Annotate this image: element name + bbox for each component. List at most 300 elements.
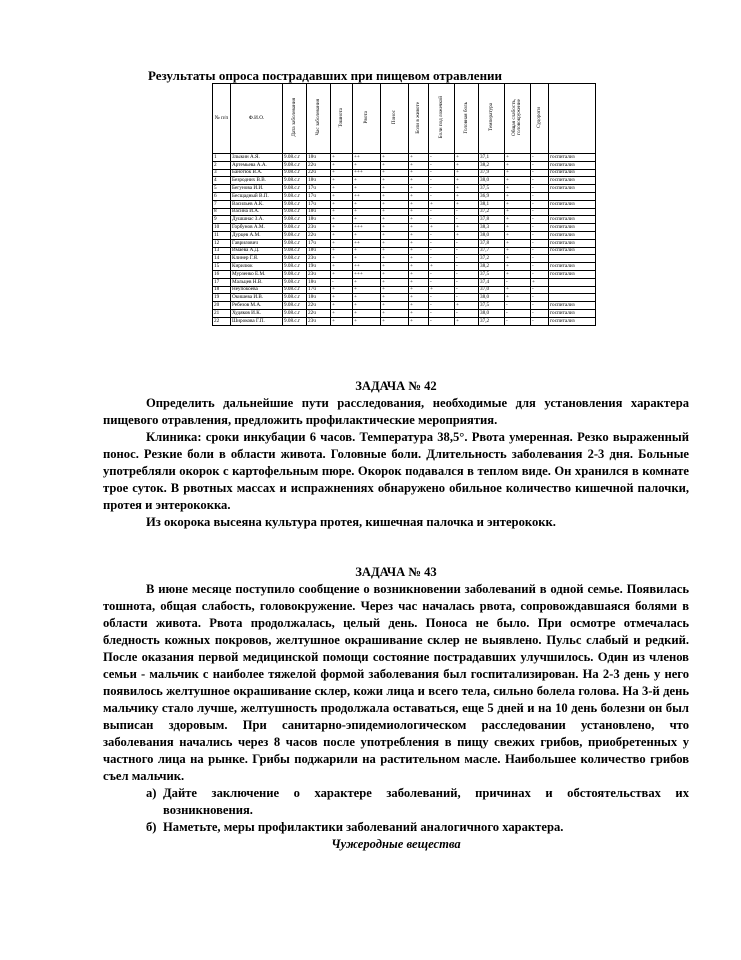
table-cell: + [353, 185, 381, 193]
table-cell: 17ч [307, 286, 331, 294]
table-row [213, 161, 596, 169]
table-cell: + [505, 294, 531, 302]
header-cell [307, 84, 331, 154]
table-cell: 38,3 [479, 224, 505, 232]
table-cell: + [409, 255, 429, 263]
table-row [213, 192, 596, 200]
table-cell: + [381, 216, 409, 224]
table-cell: 18ч [307, 278, 331, 286]
table-cell: госпитализ [549, 169, 596, 177]
table-cell: 9.08.с.г [283, 247, 307, 255]
table-cell [549, 286, 596, 294]
table-cell: 9.08.с.г [283, 185, 307, 193]
header-cell [549, 84, 596, 154]
table-cell: - [531, 302, 549, 310]
table-cell: + [455, 185, 479, 193]
header-cell [381, 84, 409, 154]
table-cell: + [409, 154, 429, 162]
table-cell: 23ч [307, 224, 331, 232]
table-cell: 36,9 [479, 192, 505, 200]
table-row [213, 169, 596, 177]
table-cell: 37,5 [479, 185, 505, 193]
table-cell: - [429, 294, 455, 302]
table-cell: 13 [213, 247, 231, 255]
table-cell: госпитализ [549, 177, 596, 185]
table-cell: + [381, 270, 409, 278]
table-cell: + [381, 278, 409, 286]
table-cell: + [505, 208, 531, 216]
table-cell: - [331, 278, 353, 286]
table-cell: - [531, 161, 549, 169]
table-cell: + [409, 216, 429, 224]
task-42-paragraph-2: Клиника: сроки инкубации 6 часов. Температура 38,5°. Рвота умеренная. Резко выраженный понос. Резкие боли в области живота. Головные боли. Длительность заболевания 2-3 дня. Больные употребляли окорок с картофельным пюре. Окорок подавался в теплом виде. Он хранился в комнате трое суток. В рвотных массах и испражнениях обнаружено обильное количество кишечной палочки, протея и энтерококка. [103, 430, 689, 512]
table-row [213, 154, 596, 162]
table-cell: + [381, 208, 409, 216]
table-cell: Васина И.А. [231, 208, 283, 216]
table-cell: + [353, 200, 381, 208]
table-cell: + [381, 185, 409, 193]
table-cell: - [531, 224, 549, 232]
table-cell: 18ч [307, 208, 331, 216]
task-42 [103, 378, 689, 531]
table-cell: 9.08.с.г [283, 169, 307, 177]
table-cell: + [429, 224, 455, 232]
table-cell: + [331, 169, 353, 177]
table-cell: - [531, 208, 549, 216]
table-cell: + [505, 239, 531, 247]
header-label: Боли в животе [414, 101, 421, 134]
table-cell: + [409, 317, 429, 325]
table-cell: - [531, 177, 549, 185]
table-cell: ++ [353, 154, 381, 162]
table-cell: 9 [213, 216, 231, 224]
table-cell: 18ч [307, 247, 331, 255]
table-cell: + [409, 309, 429, 317]
table-row [213, 231, 596, 239]
table-cell: - [505, 302, 531, 310]
table-cell: 2 [213, 161, 231, 169]
table-cell: +++ [353, 169, 381, 177]
table-cell: + [505, 154, 531, 162]
table-cell: 9.08.с.г [283, 239, 307, 247]
table-row [213, 309, 596, 317]
table-cell: + [331, 255, 353, 263]
table-cell: 37,9 [479, 169, 505, 177]
table-cell: + [331, 161, 353, 169]
table-cell: + [409, 177, 429, 185]
table-cell: 22ч [307, 231, 331, 239]
table-cell: Окишева И.В. [231, 294, 283, 302]
table-cell: Худяков И.К. [231, 309, 283, 317]
table-cell: + [381, 177, 409, 185]
table-header-row [213, 84, 596, 154]
table-cell: + [505, 200, 531, 208]
table-cell: - [531, 270, 549, 278]
table-cell: 9.08.с.г [283, 302, 307, 310]
table-cell: 9.08.с.г [283, 263, 307, 271]
table-cell: + [381, 161, 409, 169]
table-cell: госпитализ [549, 231, 596, 239]
table-cell: 17 [213, 278, 231, 286]
task-43-heading: ЗАДАЧА № 43 [355, 565, 437, 579]
table-cell: - [455, 270, 479, 278]
item-b-label: б) [146, 820, 157, 834]
table-cell: - [531, 255, 549, 263]
table-cell: 37,2 [479, 255, 505, 263]
table-cell: 9.08.с.г [283, 177, 307, 185]
table-cell: Бесщадный В.П. [231, 192, 283, 200]
table-cell: - [429, 177, 455, 185]
table-cell: - [531, 317, 549, 325]
table-row [213, 185, 596, 193]
table-cell: госпитализ [549, 200, 596, 208]
table-cell: госпитализ [549, 302, 596, 310]
table-cell: + [409, 247, 429, 255]
table-cell: - [531, 154, 549, 162]
table-cell: + [455, 224, 479, 232]
task-42-paragraph-3: Из окорока высеяна культура протея, кишечная палочка и энтерококк. [146, 515, 556, 529]
table-cell: - [429, 161, 455, 169]
table-cell: госпитализ [549, 216, 596, 224]
table-cell: 18ч [307, 154, 331, 162]
table-cell: + [381, 169, 409, 177]
table-cell: + [381, 224, 409, 232]
table-cell: - [455, 239, 479, 247]
task-42-heading: ЗАДАЧА № 42 [355, 379, 437, 393]
table-cell: 10 [213, 224, 231, 232]
table-cell: - [429, 302, 455, 310]
table-cell: 12 [213, 239, 231, 247]
table-cell: - [455, 208, 479, 216]
table-cell: 37,7 [479, 247, 505, 255]
table-cell: + [381, 317, 409, 325]
table-cell: 6 [213, 192, 231, 200]
table-cell: + [455, 169, 479, 177]
table-cell: 22ч [307, 161, 331, 169]
task-43-item-a [103, 785, 689, 819]
table-cell: 38,0 [479, 231, 505, 239]
table-cell: - [429, 309, 455, 317]
table-cell: - [505, 278, 531, 286]
table-cell: - [429, 185, 455, 193]
table-cell: + [353, 231, 381, 239]
table-cell: 22ч [307, 302, 331, 310]
table-cell: 37,8 [479, 239, 505, 247]
table-cell: Гаврилович [231, 239, 283, 247]
table-cell: + [531, 278, 549, 286]
table-row [213, 294, 596, 302]
table-cell: 9.08.с.г [283, 286, 307, 294]
table-cell: 9.08.с.г [283, 278, 307, 286]
table-cell: 15 [213, 263, 231, 271]
header-label: Тошнота [337, 107, 344, 128]
table-cell: + [331, 309, 353, 317]
table-cell: + [455, 177, 479, 185]
table-cell: 22ч [307, 169, 331, 177]
table-cell: + [409, 286, 429, 294]
table-row [213, 317, 596, 325]
table-cell: - [455, 247, 479, 255]
table-cell: + [331, 302, 353, 310]
item-b-text: Наметьте, меры профилактики заболеваний аналогичного характера. [163, 820, 564, 834]
table-cell: 9.08.с.г [283, 270, 307, 278]
table-cell: - [455, 263, 479, 271]
header-cell [331, 84, 353, 154]
table-cell: + [331, 270, 353, 278]
table-cell: 14 [213, 255, 231, 263]
table-cell: + [331, 224, 353, 232]
table-cell: + [455, 302, 479, 310]
table-cell: + [331, 286, 353, 294]
table-cell: 9.08.с.г [283, 200, 307, 208]
table-cell: - [531, 247, 549, 255]
header-label: Час заболевания [314, 99, 321, 136]
table-cell: + [429, 263, 455, 271]
table-cell: + [409, 294, 429, 302]
table-cell: - [429, 317, 455, 325]
item-a-text: Дайте заключение о характере заболеваний, причинах и обстоятельствах их возникновения. [163, 786, 689, 817]
table-cell: Кирилюк [231, 263, 283, 271]
table-cell: Имаева А.Д. [231, 247, 283, 255]
table-cell: - [455, 255, 479, 263]
table-cell: + [409, 169, 429, 177]
table-cell: 17ч [307, 239, 331, 247]
header-label: Боли под ложечкой [437, 96, 444, 139]
table-cell: - [455, 286, 479, 294]
header-label: Рвота [362, 111, 369, 124]
table-cell: - [531, 169, 549, 177]
table-cell: + [353, 317, 381, 325]
table-cell: + [331, 239, 353, 247]
table-cell: - [455, 278, 479, 286]
table-cell: + [331, 216, 353, 224]
table-row [213, 270, 596, 278]
header-label: Головная боль [462, 101, 469, 134]
table-cell: Васильев А.К. [231, 200, 283, 208]
table-cell: Мальцев Н.В. [231, 278, 283, 286]
table-cell: + [353, 247, 381, 255]
table-row [213, 208, 596, 216]
table-cell: + [505, 224, 531, 232]
table-cell: + [455, 192, 479, 200]
table-row [213, 247, 596, 255]
table-cell: + [409, 200, 429, 208]
table-cell: 22ч [307, 309, 331, 317]
table-row [213, 239, 596, 247]
table-cell: + [505, 270, 531, 278]
table-cell: + [409, 231, 429, 239]
table-cell: + [505, 231, 531, 239]
table-row [213, 286, 596, 294]
table-cell: + [409, 161, 429, 169]
table-cell: 17ч [307, 200, 331, 208]
table-cell: + [331, 177, 353, 185]
table-cell: ++ [353, 192, 381, 200]
table-cell: + [381, 231, 409, 239]
table-row [213, 278, 596, 286]
table-cell: 9.08.с.г [283, 294, 307, 302]
table-cell: + [409, 224, 429, 232]
table-cell: Безродних В.В. [231, 177, 283, 185]
table-cell: + [353, 309, 381, 317]
table-cell: 37,5 [479, 270, 505, 278]
table-cell: - [429, 169, 455, 177]
table-cell: 20 [213, 302, 231, 310]
table-cell: + [381, 247, 409, 255]
table-cell: + [455, 161, 479, 169]
table-cell: 7 [213, 200, 231, 208]
table-cell: 37,2 [479, 208, 505, 216]
table-cell: 17ч [307, 185, 331, 193]
table-cell: + [409, 239, 429, 247]
header-cell [455, 84, 479, 154]
table-cell: госпитализ [549, 317, 596, 325]
table-cell: 37,0 [479, 286, 505, 294]
header-label: Дата заболевания [290, 98, 297, 137]
table-cell [549, 208, 596, 216]
table-cell [549, 192, 596, 200]
table-cell: + [505, 263, 531, 271]
task-43 [103, 564, 689, 853]
header-cell [353, 84, 381, 154]
table-cell: - [429, 255, 455, 263]
table-cell: + [505, 286, 531, 294]
table-cell: + [381, 239, 409, 247]
table-cell: Ребезов М.А. [231, 302, 283, 310]
table-cell: - [531, 200, 549, 208]
table-cell: - [531, 263, 549, 271]
table-cell: госпитализ [549, 309, 596, 317]
table-cell: + [381, 286, 409, 294]
table-cell: - [455, 294, 479, 302]
table-cell: 38,0 [479, 309, 505, 317]
table-cell: + [455, 317, 479, 325]
table-cell: + [409, 270, 429, 278]
table-row [213, 200, 596, 208]
table-cell: +++ [353, 270, 381, 278]
table-cell: - [531, 286, 549, 294]
table-cell: + [505, 185, 531, 193]
table-cell: + [331, 192, 353, 200]
item-a-label: а) [146, 786, 157, 800]
table-cell: - [531, 216, 549, 224]
table-cell: + [455, 154, 479, 162]
table-cell: Артемьева А.А. [231, 161, 283, 169]
task-43-item-b [103, 819, 689, 836]
table-cell: - [429, 239, 455, 247]
table-cell: 38,0 [479, 177, 505, 185]
table-cell: + [331, 317, 353, 325]
table-cell: Широкова Г.П. [231, 317, 283, 325]
table-cell: Клинер Г.Я. [231, 255, 283, 263]
table-cell: 8 [213, 208, 231, 216]
table-cell [549, 255, 596, 263]
table-cell: 38,0 [479, 294, 505, 302]
table-cell: 9.08.с.г [283, 309, 307, 317]
table-cell: госпитализ [549, 239, 596, 247]
table-cell: + [429, 286, 455, 294]
table-cell: 4 [213, 177, 231, 185]
table-cell: + [331, 247, 353, 255]
table-cell: + [505, 169, 531, 177]
table-cell: 19ч [307, 263, 331, 271]
table-cell: - [531, 185, 549, 193]
table-cell: + [353, 294, 381, 302]
table-cell: + [409, 302, 429, 310]
table-cell: + [353, 255, 381, 263]
survey-table [212, 83, 596, 326]
table-cell: 18 [213, 286, 231, 294]
table-cell: 5 [213, 185, 231, 193]
table-cell: + [353, 208, 381, 216]
table-cell: госпитализ [549, 263, 596, 271]
table-cell: 37,1 [479, 154, 505, 162]
table-cell: + [353, 286, 381, 294]
table-cell: + [331, 231, 353, 239]
table-cell: + [353, 302, 381, 310]
table-cell: Дурцев А.М. [231, 231, 283, 239]
table-cell: + [331, 294, 353, 302]
table-cell: 37,4 [479, 278, 505, 286]
table-cell: Душшнас З.А. [231, 216, 283, 224]
table-cell: + [409, 278, 429, 286]
table-cell: + [331, 154, 353, 162]
table-cell: Горбунов А.М. [231, 224, 283, 232]
header-cell: № п/п [213, 84, 231, 154]
table-cell: + [429, 200, 455, 208]
table-cell [549, 278, 596, 286]
table-cell: + [505, 161, 531, 169]
table-cell: + [331, 185, 353, 193]
table-cell: госпитализ [549, 161, 596, 169]
table-cell: + [381, 263, 409, 271]
table-cell: - [429, 208, 455, 216]
table-cell: - [455, 216, 479, 224]
table-row [213, 216, 596, 224]
table-cell: госпитализ [549, 224, 596, 232]
table-cell: 38,2 [479, 161, 505, 169]
table-cell: 23ч [307, 317, 331, 325]
table-cell: - [531, 239, 549, 247]
section-title: Чужеродные вещества [331, 837, 461, 851]
table-cell: 16 [213, 270, 231, 278]
table-cell: 11 [213, 231, 231, 239]
table-body [213, 154, 596, 326]
header-label: Понос [390, 110, 397, 125]
table-cell: + [381, 154, 409, 162]
table-cell: 37,2 [479, 317, 505, 325]
table-cell: + [505, 216, 531, 224]
table-cell: 19 [213, 294, 231, 302]
header-cell [531, 84, 549, 154]
table-cell: + [381, 294, 409, 302]
table-row [213, 255, 596, 263]
table-cell: + [381, 192, 409, 200]
table-cell: 9.08.с.г [283, 161, 307, 169]
table-cell: - [531, 294, 549, 302]
table-cell: 3 [213, 169, 231, 177]
table-cell: 9.08.с.г [283, 317, 307, 325]
table-cell: - [505, 309, 531, 317]
table-cell: - [531, 231, 549, 239]
header-cell [283, 84, 307, 154]
table-cell: - [429, 154, 455, 162]
table-cell: + [331, 200, 353, 208]
table-cell: 9.08.с.г [283, 231, 307, 239]
header-cell [409, 84, 429, 154]
table-cell: 18ч [307, 216, 331, 224]
table-cell: - [531, 309, 549, 317]
